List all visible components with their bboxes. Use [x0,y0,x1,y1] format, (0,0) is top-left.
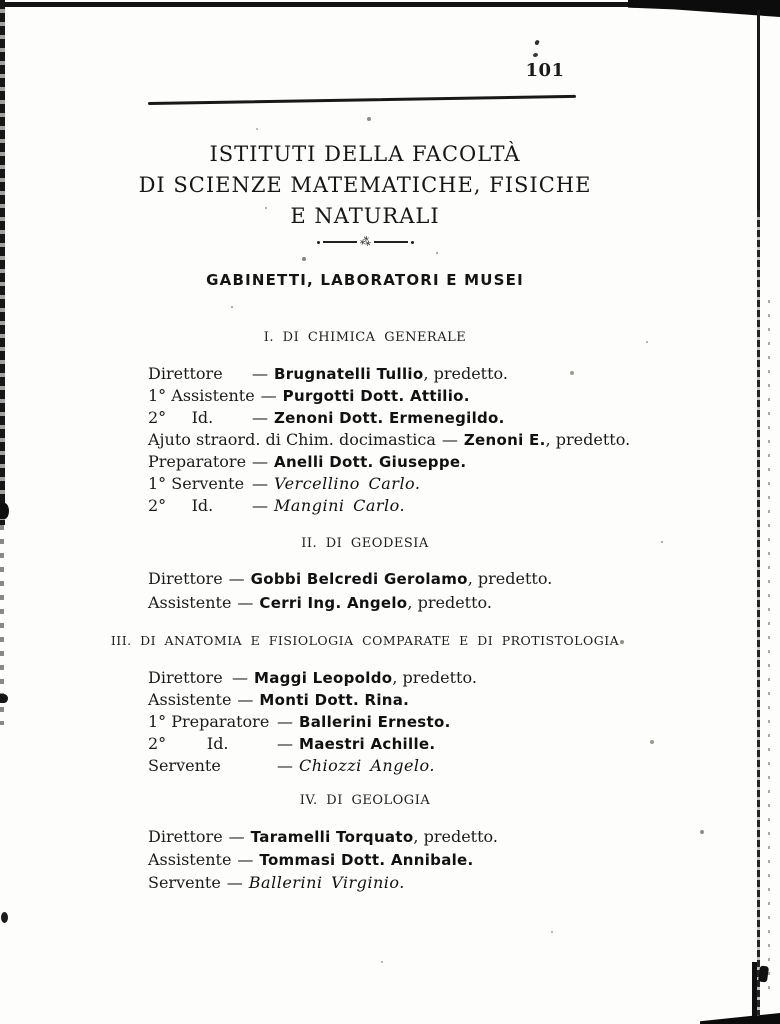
section-heading-chimica-generale: I. DI CHIMICA GENERALE [263,330,467,345]
em-dash: — [252,364,268,383]
staff-name: Maestri Achille. [299,735,436,753]
staff-row [148,756,628,778]
scan-edge-right-top [757,10,760,210]
staff-suffix: , predetto. [423,364,508,383]
staff-suffix: , predetto. [392,668,477,687]
scan-specks [0,0,2,2]
ornament-center-glyph: ⁂ [358,234,372,250]
staff-name: Tommasi Dott. Annibale. [259,851,474,869]
staff-name: Ballerini Virginio. [248,873,405,892]
em-dash: — [226,873,243,892]
staff-role: 2° Id. [148,734,229,753]
staff-name: Purgotti Dott. Attilio. [282,387,470,405]
scan-corner-bottom-right-wedge [700,1013,780,1024]
staff-name: Chiozzi Angelo. [299,756,435,775]
em-dash: — [252,474,268,493]
staff-name: Brugnatelli Tullio [274,365,424,383]
em-dash: — [252,452,269,471]
em-dash: — [277,734,293,753]
staff-role: 1° Servente [148,474,245,493]
em-dash: — [441,430,458,449]
scan-blob-left-1 [0,503,9,519]
em-dash: — [228,569,245,588]
staff-row [148,690,628,712]
staff-row [148,430,631,452]
staff-name: Vercellino Carlo. [274,474,421,493]
staff-name: Maggi Leopoldo [254,669,393,687]
page-title-line3: E NATURALI [290,204,440,228]
ornament-dot-right [411,241,414,244]
staff-name: Anelli Dott. Giuseppe. [274,453,467,471]
staff-role: Direttore [148,364,223,383]
staff-row [148,408,628,430]
em-dash: — [237,690,254,709]
staff-role: 1° Assistente [148,386,255,405]
staff-row [148,474,628,496]
em-dash: — [252,496,268,515]
section-entries-geologia [148,827,628,896]
staff-name: Ballerini Ernesto. [299,713,451,731]
staff-role: 2° Id. [148,496,214,515]
section-entries-geodesia [148,569,628,617]
section-entries-chimica-generale [148,364,631,518]
staff-row [148,496,628,518]
scan-blob-left-2 [0,694,8,703]
staff-role: Servente [148,756,221,775]
staff-row [148,873,628,896]
staff-suffix: , predetto. [545,430,631,449]
staff-row [148,712,628,734]
em-dash: — [260,386,277,405]
staff-name: Zenoni E. [463,431,546,449]
staff-role: Preparatore [148,452,247,471]
ornament-line-left [323,241,357,243]
section-heading-geologia: IV. DI GEOLOGIA [299,793,431,808]
section-heading-anatomia-fisiologia: III. DI ANATOMIA E FISIOLOGIA COMPARATE E DI PROTISTOLOGIA [110,633,620,648]
em-dash: — [237,593,254,612]
staff-role: 2° Id. [148,408,214,427]
staff-row [148,668,628,690]
section-heading-geodesia: II. DI GEODESIA [301,536,429,551]
scan-corner-bottom-right-bar [752,962,757,1020]
staff-suffix: , predetto. [467,569,553,588]
page-title [120,139,610,232]
scan-edge-left [0,0,5,525]
staff-row [148,452,628,474]
staff-row [148,569,628,593]
page-title-line1: ISTITUTI DELLA FACOLTÀ [209,142,521,166]
ornament-dot-left [317,241,320,244]
em-dash: — [277,756,293,775]
divider-ornament [120,234,610,250]
staff-role: 1° Preparatore [148,712,270,731]
scan-blob-left-3 [1,912,8,923]
em-dash: — [277,712,293,731]
staff-role: Assistente [148,690,232,709]
staff-row [148,827,628,850]
staff-row [148,850,628,873]
staff-name: Mangini Carlo. [274,496,406,515]
staff-role: Ajuto straord. di Chim. docimastica [148,430,436,449]
staff-row [148,364,628,386]
staff-row [148,593,628,617]
staff-row [148,386,628,408]
page-subtitle: GABINETTI, LABORATORI E MUSEI [206,271,524,289]
page-number: 101 [525,60,565,81]
em-dash: — [252,408,268,427]
staff-role: Direttore [148,827,223,846]
header-rule [148,95,576,105]
scan-mark-above-pageno-1 [534,39,539,45]
staff-suffix: , predetto. [413,827,498,846]
staff-role: Servente [148,873,221,892]
staff-row [148,734,628,756]
staff-name: Gobbi Belcredi Gerolamo [250,570,468,588]
ornament-line-right [374,241,408,243]
section-entries-anatomia-fisiologia [148,668,628,778]
scan-mark-above-pageno-2 [533,52,539,57]
staff-name: Cerri Ing. Angelo [259,594,408,612]
staff-name: Taramelli Torquato [250,828,414,846]
staff-suffix: , predetto. [407,593,492,612]
page-title-line2: DI SCIENZE MATEMATICHE, FISICHE [138,173,592,197]
staff-role: Assistente [148,850,232,869]
scan-edge-right-dots [768,300,770,1000]
em-dash: — [237,850,254,869]
em-dash: — [232,668,248,687]
staff-role: Direttore [148,668,223,687]
em-dash: — [228,827,245,846]
staff-role: Assistente [148,593,232,612]
staff-name: Zenoni Dott. Ermenegildo. [274,409,505,427]
staff-role: Direttore [148,569,223,588]
staff-name: Monti Dott. Rina. [259,691,410,709]
